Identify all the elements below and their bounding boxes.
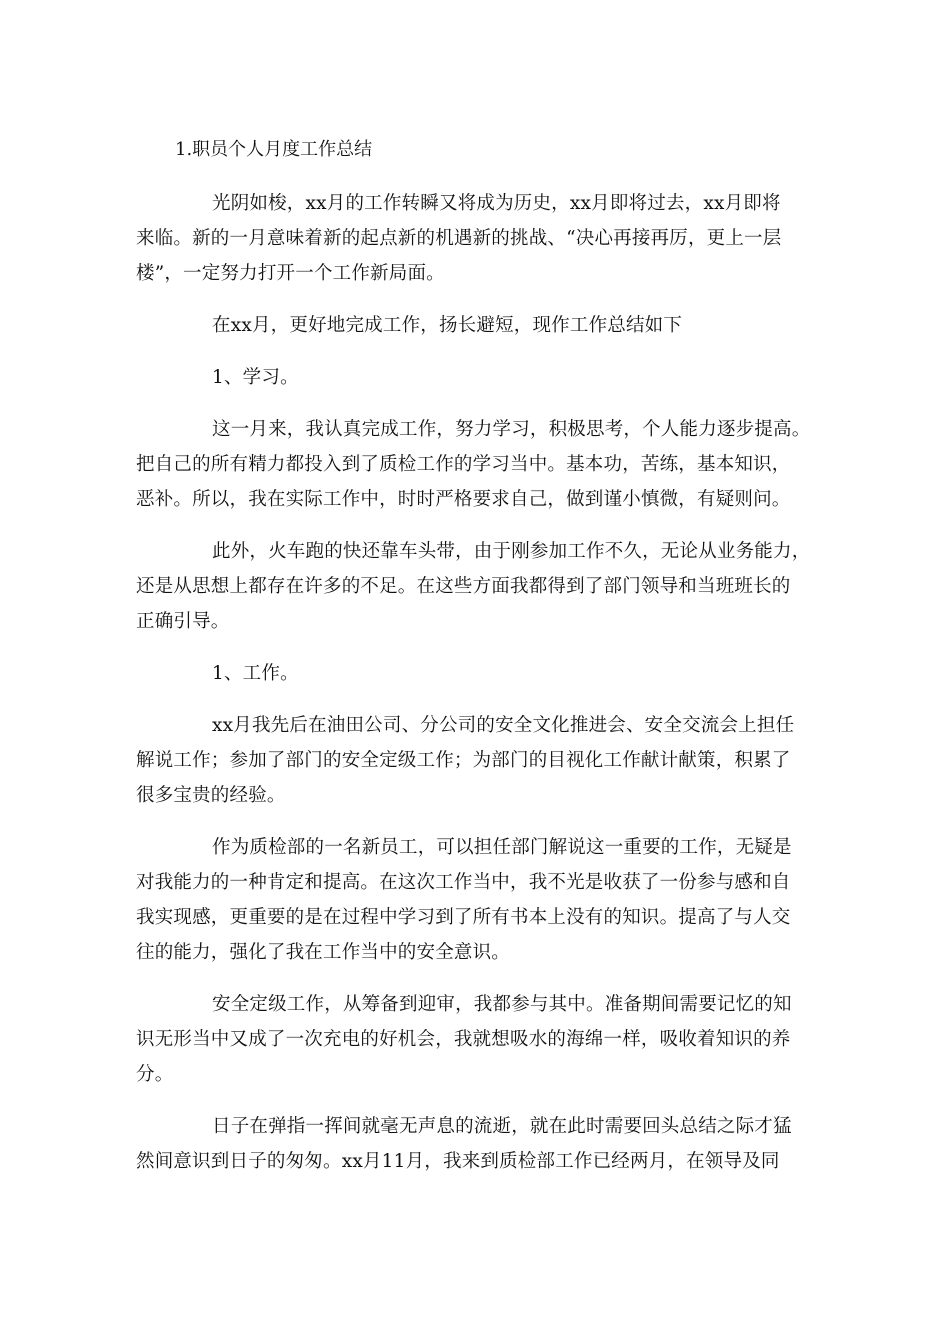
text-line: 正确引导。 <box>136 611 230 632</box>
text-line: 恶补。所以，我在实际工作中，时时严格要求自己，做到谨小慎微，有疑则问。 <box>136 489 791 510</box>
text-line: 我实现感，更重要的是在过程中学习到了所有书本上没有的知识。提高了与人交 <box>136 907 791 928</box>
text-line: 作为质检部的一名新员工，可以担任部门解说这一重要的工作，无疑是 <box>212 837 792 858</box>
paragraph-new-employee <box>136 830 820 970</box>
text-line: 还是从思想上都存在许多的不足。在这些方面我都得到了部门领导和当班班长的 <box>136 576 791 597</box>
paragraph-safety-rating <box>136 987 820 1092</box>
text-line: 解说工作；参加了部门的安全定级工作；为部门的目视化工作献计献策，积累了 <box>136 750 791 771</box>
text-line: 这一月来，我认真完成工作，努力学习，积极思考，个人能力逐步提高。 <box>212 419 811 440</box>
paragraph-study-effort <box>136 412 820 517</box>
text-line: 识无形当中又成了一次充电的好机会，我就想吸水的海绵一样，吸收着知识的养 <box>136 1029 791 1050</box>
text-line: 来临。新的一月意味着新的起点新的机遇新的挑战、“决心再接再厉，更上一层 <box>136 228 782 249</box>
text-line: 把自己的所有精力都投入到了质检工作的学习当中。基本功，苦练，基本知识， <box>136 454 791 475</box>
paragraph-intro <box>136 186 820 291</box>
paragraph-summary-lead <box>136 308 820 343</box>
document-title: 1.职员个人月度工作总结 <box>175 139 373 160</box>
text-line: 在xx月，更好地完成工作，扬长避短，现作工作总结如下 <box>212 315 683 336</box>
text-line: 楼”，一定努力打开一个工作新局面。 <box>136 263 445 284</box>
section-heading-work <box>136 656 820 691</box>
text-line: 然间意识到日子的匆匆。xx月11月，我来到质检部工作已经两月，在领导及同 <box>136 1151 780 1172</box>
text-line: 此外，火车跑的快还靠车头带，由于刚参加工作不久，无论从业务能力， <box>212 541 811 562</box>
document-body <box>136 186 820 1196</box>
paragraph-work-activities <box>136 708 820 813</box>
text-line: 1、工作。 <box>212 663 299 684</box>
text-line: xx月我先后在油田公司、分公司的安全文化推进会、安全交流会上担任 <box>212 715 795 736</box>
paragraph-guidance <box>136 534 820 639</box>
text-line: 安全定级工作，从筹备到迎审，我都参与其中。准备期间需要记忆的知 <box>212 994 792 1015</box>
text-line: 往的能力，强化了我在工作当中的安全意识。 <box>136 942 511 963</box>
paragraph-time-passing <box>136 1109 820 1179</box>
text-line: 1、学习。 <box>212 367 299 388</box>
text-line: 光阴如梭，xx月的工作转瞬又将成为历史，xx月即将过去，xx月即将 <box>212 193 781 214</box>
text-line: 日子在弹指一挥间就毫无声息的流逝，就在此时需要回头总结之际才猛 <box>212 1116 792 1137</box>
text-line: 对我能力的一种肯定和提高。在这次工作当中，我不光是收获了一份参与感和自 <box>136 872 791 893</box>
section-heading-study <box>136 360 820 395</box>
text-line: 分。 <box>136 1064 174 1085</box>
text-line: 很多宝贵的经验。 <box>136 785 286 806</box>
